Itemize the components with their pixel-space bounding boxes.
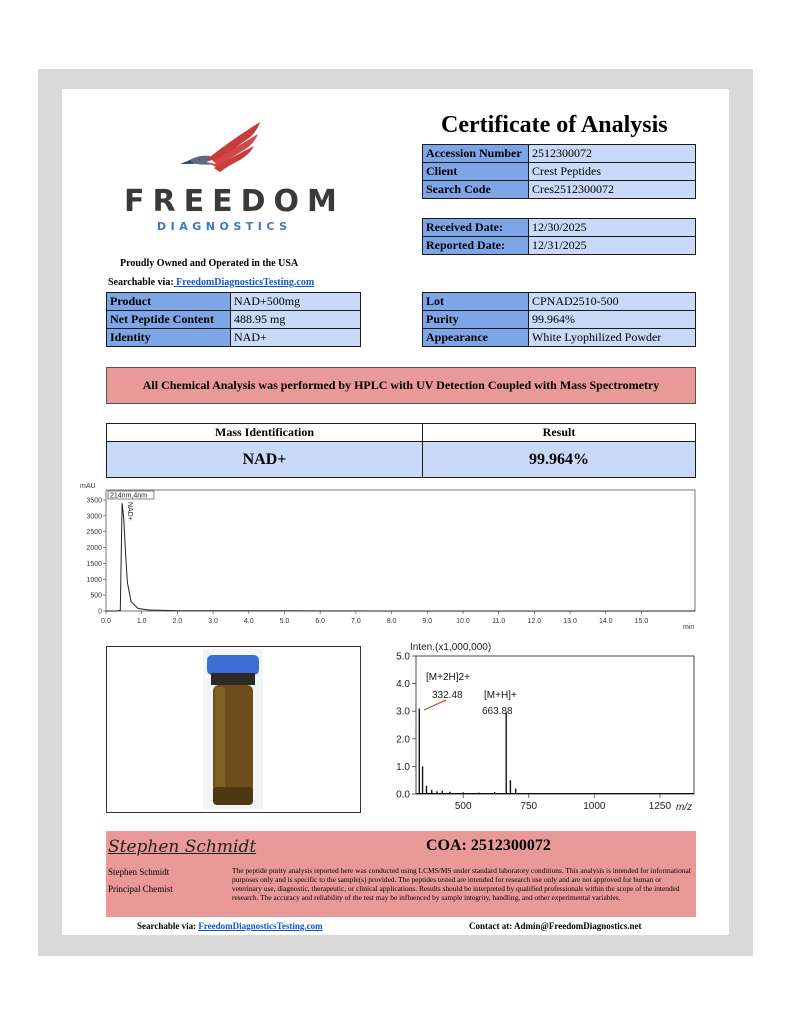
hplc-x-axis-label: min <box>683 624 695 631</box>
table-value: White Lyophilized Powder <box>529 329 696 347</box>
table-row <box>423 311 696 329</box>
ms-y-axis-label: Inten.(x1,000,000) <box>410 642 492 653</box>
ms-annotation-label: [M+2H]2+ <box>426 672 470 683</box>
document-title: Certificate of Analysis <box>441 112 668 138</box>
hplc-x-tick-label: 0.0 <box>101 618 111 625</box>
ms-y-tick-label: 2.0 <box>396 734 410 746</box>
table-value: CPNAD2510-500 <box>529 293 696 311</box>
table-row <box>423 145 696 163</box>
table-value: NAD+ <box>231 329 361 347</box>
column-header: Result <box>423 424 696 442</box>
signer-role: Principal Chemist <box>108 884 173 894</box>
hplc-x-tick-label: 10.0 <box>456 618 470 625</box>
ms-x-tick-label: 750 <box>520 801 538 812</box>
table-value: 99.964% <box>529 311 696 329</box>
hplc-x-tick-label: 6.0 <box>315 618 326 625</box>
signature-footer <box>106 831 696 917</box>
table-value: 488.95 mg <box>231 311 361 329</box>
hplc-x-tick-label: 7.0 <box>351 618 361 625</box>
table-label: Identity <box>107 329 231 347</box>
ms-annotation-label: [M+H]+ <box>484 690 517 701</box>
hplc-y-tick-label: 2000 <box>86 545 102 553</box>
table-value: 12/31/2025 <box>529 237 696 255</box>
table-label: Net Peptide Content <box>107 311 231 329</box>
searchable-top <box>108 277 314 288</box>
ms-annotation-value: 663.88 <box>482 706 513 717</box>
hplc-x-tick-label: 3.0 <box>208 618 218 625</box>
hplc-x-tick-label: 12.0 <box>527 618 542 625</box>
hplc-x-tick-label: 1.0 <box>136 618 147 625</box>
table-row <box>423 237 696 255</box>
table-label: Client <box>423 163 529 181</box>
hplc-y-tick-label: 0 <box>98 608 102 616</box>
table-row <box>423 163 696 181</box>
table-row <box>107 293 361 311</box>
hplc-y-tick-label: 1000 <box>86 576 102 584</box>
hplc-y-axis-label: mAU <box>80 483 96 490</box>
table-value: NAD+500mg <box>231 293 361 311</box>
searchable-bottom <box>137 921 323 931</box>
searchable-link[interactable]: FreedomDiagnosticsTesting.com <box>198 921 323 931</box>
table-value: Cres2512300072 <box>529 181 696 199</box>
hplc-plot-area <box>106 490 695 611</box>
hplc-y-tick-label: 500 <box>90 592 102 600</box>
signature: Stephen Schmidt <box>108 837 257 857</box>
table-label: Accession Number <box>423 145 529 163</box>
hplc-y-tick-label: 3500 <box>86 497 102 505</box>
table-label: Appearance <box>423 329 529 347</box>
coa-number: COA: 2512300072 <box>426 837 551 854</box>
table-row <box>107 311 361 329</box>
hplc-x-tick-label: 4.0 <box>243 618 254 625</box>
logo-subtitle: DIAGNOSTICS <box>157 220 292 233</box>
logo-wordmark: FREEDOM <box>124 184 345 219</box>
searchable-label: Searchable via: <box>137 921 197 931</box>
table-label: Purity <box>423 311 529 329</box>
searchable-link[interactable]: FreedomDiagnosticsTesting.com <box>173 277 315 288</box>
hplc-x-tick-label: 5.0 <box>279 618 290 625</box>
ms-y-tick-label: 0.0 <box>396 789 410 801</box>
table-row <box>423 219 696 237</box>
signer-name: Stephen Schmidt <box>108 867 170 877</box>
ms-x-tick-label: 1000 <box>583 801 606 812</box>
mass-identity-value: NAD+ <box>107 442 423 478</box>
hplc-x-tick-label: 13.0 <box>563 618 577 625</box>
ms-x-axis-label: m/z <box>676 802 693 813</box>
table-row <box>107 442 696 478</box>
lot-table <box>422 292 696 347</box>
table-row <box>423 181 696 199</box>
ms-y-tick-label: 5.0 <box>396 651 410 663</box>
mass-spectrum <box>380 638 700 816</box>
hplc-peak-label: NAD+ <box>126 502 133 521</box>
ms-y-tick-label: 4.0 <box>396 679 410 691</box>
disclaimer-text: The peptide purity analysis reported here was conducted using LCMS/MS under standard laboratory conditions. This analysis is intended for informational purposes only and is specific to the sample(s) provided. The peptides tested are intended for research use only and are not approved for human or veterinary use, diagnostic, therapeutic, or clinical applications. Results should be interpreted by qualified professionals within the scope of the intended research. The accuracy and reliability of the test may be influenced by sample integrity, handling, and other experimental variables. <box>232 866 691 902</box>
hplc-y-tick-label: 2500 <box>86 529 102 537</box>
table-header-row <box>107 424 696 442</box>
eagle-logo-icon <box>176 120 266 178</box>
table-value: Crest Peptides <box>529 163 696 181</box>
hplc-x-tick-label: 11.0 <box>492 618 506 625</box>
product-image-frame <box>106 646 361 813</box>
vial-image-icon <box>203 649 263 809</box>
hplc-y-tick-label: 3000 <box>86 513 102 521</box>
ms-x-tick-label: 500 <box>454 801 472 812</box>
ms-x-tick-label: 1250 <box>648 801 672 812</box>
accession-table <box>422 144 696 199</box>
method-banner: All Chemical Analysis was performed by HPLC with UV Detection Coupled with Mass Spectrometry <box>106 367 696 404</box>
table-row <box>423 293 696 311</box>
product-table <box>106 292 361 347</box>
hplc-x-tick-label: 8.0 <box>386 618 397 625</box>
table-row <box>107 329 361 347</box>
hplc-series-label: 214nm,4nm <box>110 492 147 500</box>
table-row <box>423 329 696 347</box>
table-label: Search Code <box>423 181 529 199</box>
table-label: Lot <box>423 293 529 311</box>
dates-table <box>422 218 696 255</box>
hplc-x-tick-label: 2.0 <box>172 618 183 625</box>
ms-y-tick-label: 3.0 <box>396 706 410 718</box>
table-label: Reported Date: <box>423 237 529 255</box>
hplc-x-tick-label: 9.0 <box>422 618 433 625</box>
table-label: Product <box>107 293 231 311</box>
table-value: 12/30/2025 <box>529 219 696 237</box>
tagline: Proudly Owned and Operated in the USA <box>120 258 299 269</box>
table-value: 2512300072 <box>529 145 696 163</box>
hplc-chromatogram <box>78 480 700 632</box>
table-label: Received Date: <box>423 219 529 237</box>
hplc-x-tick-label: 15.0 <box>634 618 649 625</box>
hplc-y-tick-label: 1500 <box>86 560 102 568</box>
mass-table <box>106 423 696 478</box>
hplc-x-tick-label: 14.0 <box>598 618 613 625</box>
mass-result-value: 99.964% <box>423 442 696 478</box>
column-header: Mass Identification <box>107 424 423 442</box>
ms-y-tick-label: 1.0 <box>396 761 410 773</box>
ms-annotation-value: 332.48 <box>432 690 463 701</box>
searchable-label: Searchable via: <box>108 277 174 288</box>
contact-info: Contact at: Admin@FreedomDiagnostics.net <box>469 921 642 931</box>
